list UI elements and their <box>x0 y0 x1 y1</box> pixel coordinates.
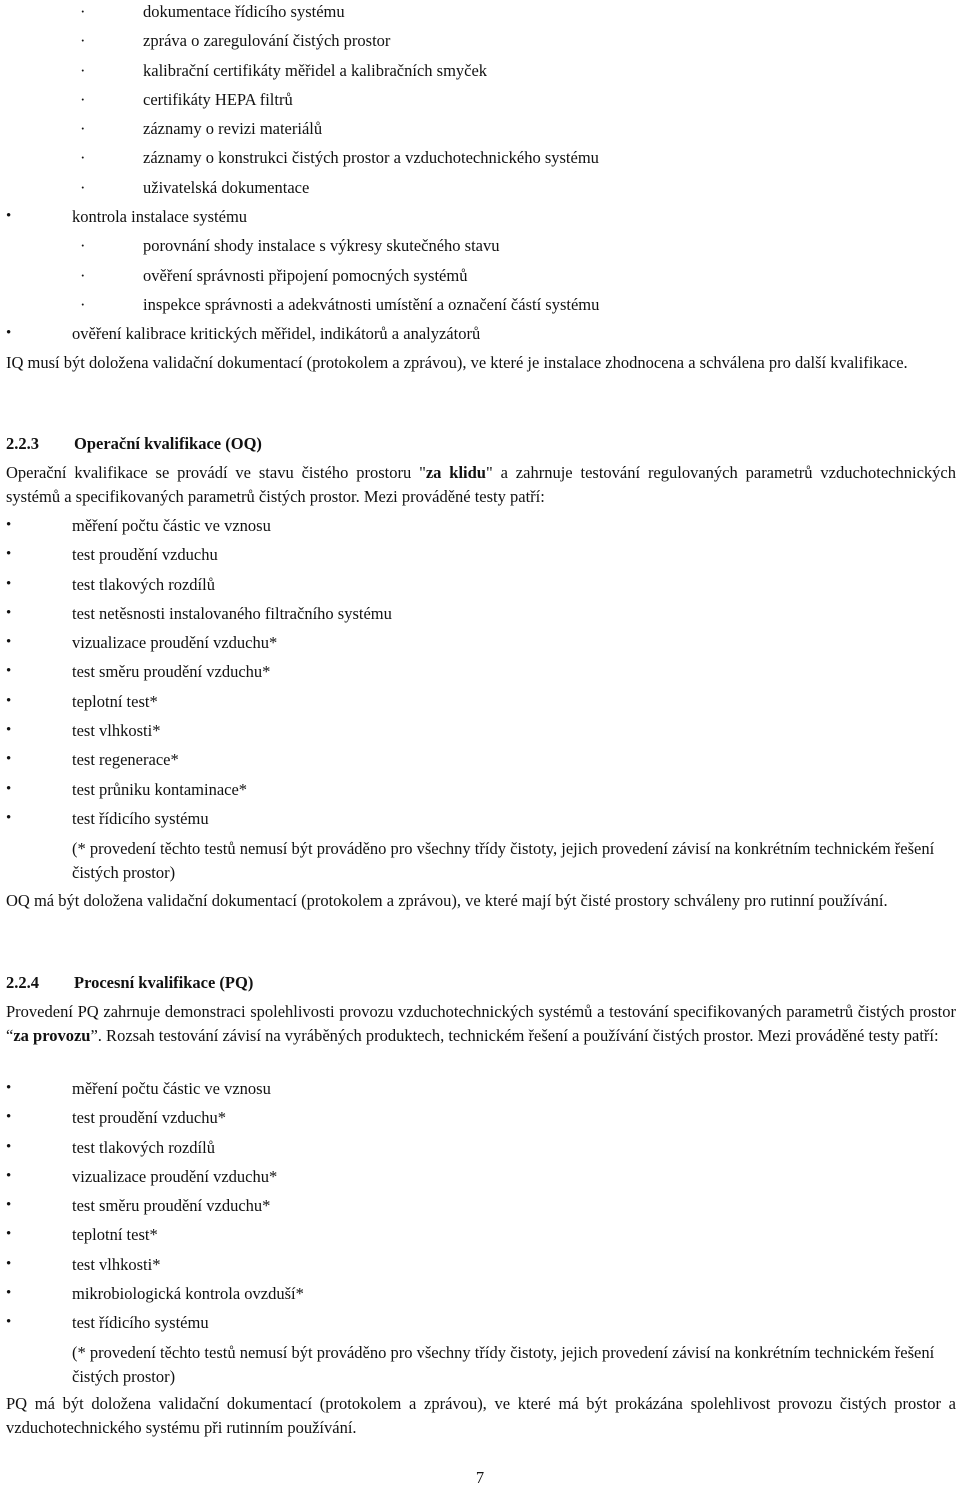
dot-bullet-icon: · <box>80 265 86 285</box>
list-item: · zpráva o zaregulování čistých prostor <box>80 31 391 51</box>
list-item: • měření počtu částic ve vznosu <box>6 1079 271 1098</box>
pq-note: (* provedení těchto testů nemusí být prováděno pro všechny třídy čistoty, jejich provedení závisí na konkrétním technickém řešení čistých prostor) <box>72 1343 935 1386</box>
list-item: • test tlakových rozdílů <box>6 574 215 594</box>
list-item: • test řídicího systému <box>6 1313 209 1333</box>
oq-test-list <box>6 514 956 836</box>
list-item: • test směru proudění vzduchu* <box>6 1196 271 1216</box>
list-item: • teplotní test* <box>6 691 158 711</box>
list-item: · dokumentace řídicího systému <box>80 2 345 21</box>
section-heading-oq: 2.2.3 Operační kvalifikace (OQ) <box>6 434 262 453</box>
bullet-icon: • <box>6 1109 12 1126</box>
bullet-icon: • <box>6 208 12 225</box>
list-item: · záznamy o konstrukci čistých prostor a vzduchotechnického systému <box>80 148 599 168</box>
bullet-icon: • <box>6 809 12 826</box>
list-item: • test směru proudění vzduchu* <box>6 662 271 682</box>
pq-test-list <box>6 1077 956 1341</box>
dot-bullet-icon: · <box>80 60 86 80</box>
list-item: · inspekce správnosti a adekvátnosti umístění a označení částí systému <box>80 294 600 314</box>
oq-closing-paragraph: OQ má být doložena validační dokumentací (protokolem a zprávou), ve které mají být čisté prostory schváleny pro rutinní používání. <box>6 891 888 910</box>
dot-bullet-icon: · <box>80 177 86 197</box>
list-item: • vizualizace proudění vzduchu* <box>6 633 278 653</box>
pq-intro-paragraph: Provedení PQ zahrnuje demonstraci spolehlivosti provozu vzduchotechnických systémů a testování specifikovaných parametrů čistých prostor “za provozu”. Rozsah testování závisí na vyráběných produktech, technickém řešení a používání čistých prostor. Mezi prováděné testy patří: <box>6 1002 956 1045</box>
list-item: · porovnání shody instalace s výkresy skutečného stavu <box>80 236 500 256</box>
bullet-icon: • <box>6 546 12 563</box>
list-item: • test průniku kontaminace* <box>6 779 248 799</box>
dot-bullet-icon: · <box>80 236 86 256</box>
bullet-icon: • <box>6 517 12 533</box>
list-item: · certifikáty HEPA filtrů <box>80 89 293 109</box>
bullet-icon: • <box>6 604 12 621</box>
bullet-icon: • <box>6 722 12 739</box>
dot-bullet-icon: · <box>80 2 86 21</box>
bullet-icon: • <box>6 634 12 651</box>
section-heading-pq: 2.2.4 Procesní kvalifikace (PQ) <box>6 973 254 992</box>
list-item: • test proudění vzduchu <box>6 545 218 565</box>
list-item: • test vlhkosti* <box>6 1254 161 1274</box>
bullet-icon: • <box>6 1197 12 1214</box>
list-item: • test regenerace* <box>6 750 179 770</box>
dot-bullet-icon: · <box>80 119 86 139</box>
bullet-icon: • <box>6 663 12 680</box>
bullet-icon: • <box>6 1226 12 1243</box>
dot-bullet-icon: · <box>80 294 86 314</box>
bullet-icon: • <box>6 1080 12 1096</box>
bullet-icon: • <box>6 325 12 342</box>
list-item: · uživatelská dokumentace <box>80 177 310 197</box>
bullet-icon: • <box>6 575 12 592</box>
list-item: · ověření správnosti připojení pomocných systémů <box>80 265 468 285</box>
list-item: • test proudění vzduchu* <box>6 1108 226 1128</box>
oq-intro-paragraph: Operační kvalifikace se provádí ve stavu čistého prostoru "za klidu" a zahrnuje testování regulovaných parametrů vzduchotechnických systémů a specifikovaných parametrů čistých prostor. Mezi prováděné testy patří: <box>6 463 956 506</box>
list-item: • test řídicího systému <box>6 808 209 828</box>
dot-bullet-icon: · <box>80 31 86 51</box>
oq-note: (* provedení těchto testů nemusí být prováděno pro všechny třídy čistoty, jejich provedení závisí na konkrétním technickém řešení čistých prostor) <box>72 839 935 882</box>
bullet-icon: • <box>6 1314 12 1331</box>
list-item: • test netěsnosti instalovaného filtračního systému <box>6 603 392 623</box>
bullet-item: • kontrola instalace systému <box>6 207 248 227</box>
list-item: • test tlakových rozdílů <box>6 1137 215 1157</box>
dot-bullet-icon: · <box>80 148 86 168</box>
dot-bullet-icon: · <box>80 89 86 109</box>
bullet-icon: • <box>6 1138 12 1155</box>
list-item: • teplotní test* <box>6 1225 158 1245</box>
bullet-icon: • <box>6 692 12 709</box>
iq-paragraph: IQ musí být doložena validační dokumentací (protokolem a zprávou), ve které je instalace zhodnocena a schválena pro další kvalifikace. <box>6 353 908 372</box>
list-item: • test vlhkosti* <box>6 721 161 741</box>
bullet-icon: • <box>6 780 12 797</box>
list-item: · záznamy o revizi materiálů <box>80 119 323 139</box>
list-item: • mikrobiologická kontrola ovzduší* <box>6 1284 304 1304</box>
list-item: • měření počtu částic ve vznosu <box>6 516 271 535</box>
bullet-icon: • <box>6 1167 12 1184</box>
bullet-icon: • <box>6 1285 12 1302</box>
bullet-icon: • <box>6 751 12 768</box>
pq-closing-paragraph: PQ má být doložena validační dokumentací (protokolem a zprávou), ve které má být prokázána spolehlivost provozu čistých prostor a vzduchotechnického systému při rutinním používání. <box>6 1394 956 1437</box>
list-item: · kalibrační certifikáty měřidel a kalibračních smyček <box>80 60 488 80</box>
page-number: 7 <box>475 1468 485 1487</box>
bullet-item: • ověření kalibrace kritických měřidel, indikátorů a analyzátorů <box>6 324 481 344</box>
bullet-icon: • <box>6 1255 12 1272</box>
list-item: • vizualizace proudění vzduchu* <box>6 1166 278 1186</box>
